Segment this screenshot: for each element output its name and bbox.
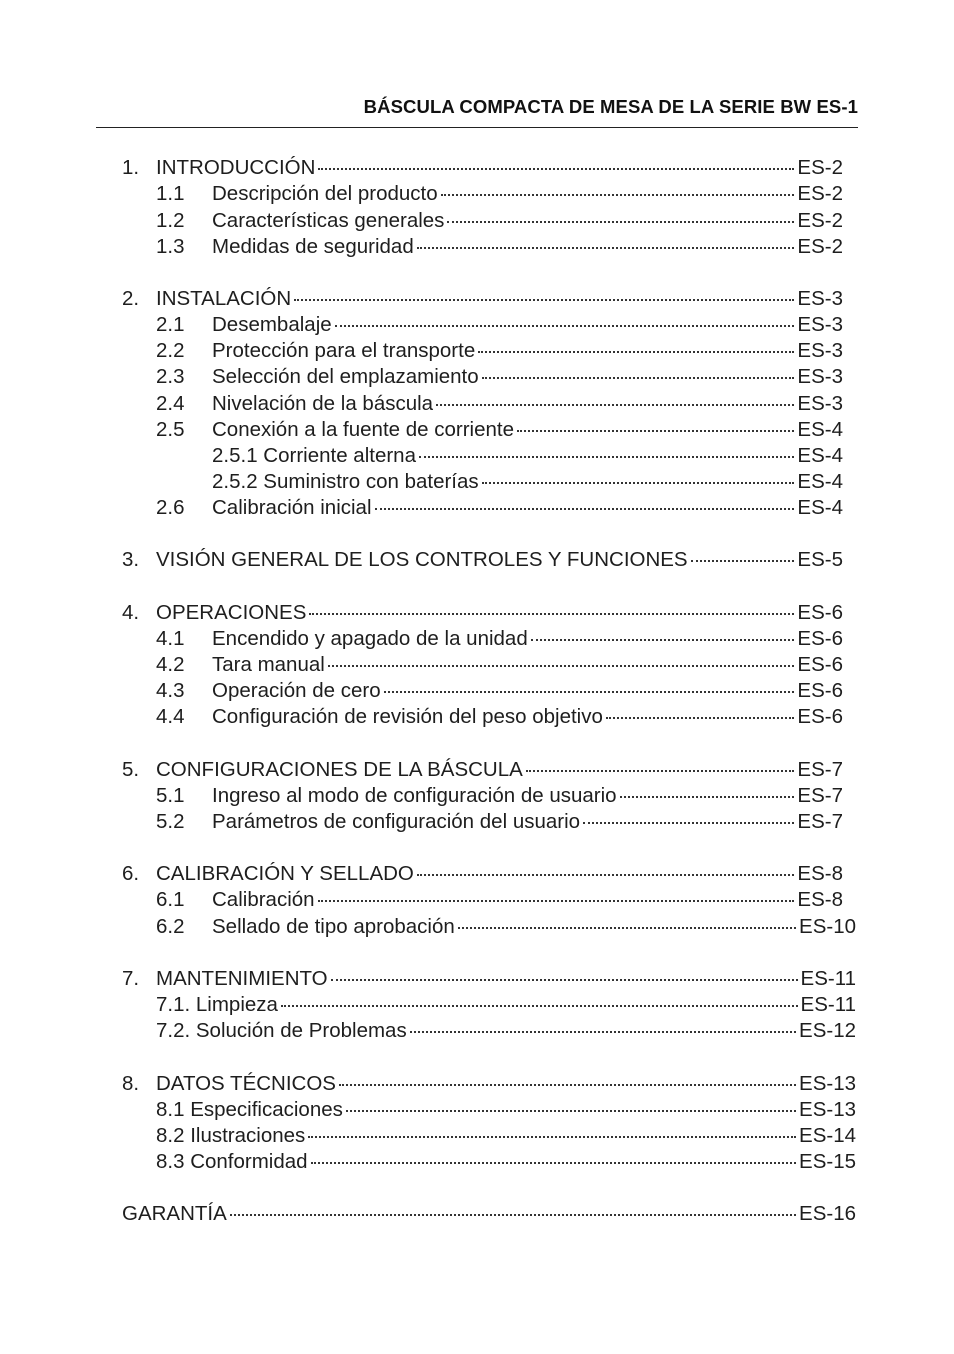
toc-entry-label: Nivelación de la báscula xyxy=(212,392,434,415)
toc-entry-page: ES-4 xyxy=(797,470,843,493)
toc-entry xyxy=(156,181,843,207)
toc-entry-page: ES-6 xyxy=(797,653,843,676)
toc-entry-label: Protección para el transporte xyxy=(212,339,476,362)
dot-leader xyxy=(230,1212,796,1216)
toc-entry-label: Medidas de seguridad xyxy=(212,235,414,258)
toc-entry-label: Calibración inicial xyxy=(212,496,372,519)
toc-entry xyxy=(156,208,843,234)
toc-entry-number: 7. xyxy=(122,967,140,990)
dot-leader xyxy=(583,820,794,824)
dot-leader xyxy=(417,872,795,876)
toc-entry-number: 4.4 xyxy=(156,705,185,728)
toc-entry-page: ES-13 xyxy=(799,1098,856,1121)
toc-entry-page: ES-14 xyxy=(799,1124,856,1147)
toc-entry xyxy=(156,1018,856,1044)
toc-entry-label: 2.5.2 Suministro con baterías xyxy=(212,470,479,493)
toc-entry-page: ES-5 xyxy=(797,548,843,571)
toc-entry-label: Operación de cero xyxy=(212,679,381,702)
toc-entry-label: Calibración xyxy=(212,888,315,911)
toc-entry-number: 2.3 xyxy=(156,365,185,388)
toc-entry xyxy=(156,1097,856,1123)
toc-entry-number: 1.1 xyxy=(156,182,185,205)
dot-leader xyxy=(294,297,794,301)
dot-leader xyxy=(417,245,795,249)
toc-entry xyxy=(156,391,843,417)
toc-entry-label: CONFIGURACIONES DE LA BÁSCULA xyxy=(156,758,523,781)
toc-entry xyxy=(156,626,843,652)
toc-entry-number: 2.6 xyxy=(156,496,185,519)
dot-leader xyxy=(526,768,795,772)
toc-entry-number: 2. xyxy=(122,287,140,310)
dot-leader xyxy=(281,1003,798,1007)
toc-entry-page: ES-7 xyxy=(797,810,843,833)
toc-entry xyxy=(122,286,843,312)
dot-leader xyxy=(318,898,795,902)
toc-entry-number: 4.2 xyxy=(156,653,185,676)
toc-entry xyxy=(122,1201,856,1227)
toc-entry-page: ES-6 xyxy=(797,679,843,702)
toc-entry-page: ES-4 xyxy=(797,496,843,519)
toc-entry xyxy=(156,338,843,364)
toc-entry xyxy=(156,652,843,678)
toc-entry xyxy=(156,495,843,521)
toc-entry-label: Desembalaje xyxy=(212,313,332,336)
toc-entry-page: ES-3 xyxy=(797,313,843,336)
toc-entry xyxy=(212,443,843,469)
toc-entry-page: ES-8 xyxy=(797,862,843,885)
toc-entry-page: ES-6 xyxy=(797,627,843,650)
toc-entry-page: ES-16 xyxy=(799,1202,856,1225)
toc-entry-number: 6.1 xyxy=(156,888,185,911)
toc-entry-number: 5. xyxy=(122,758,140,781)
dot-leader xyxy=(447,219,794,223)
toc-entry-page: ES-6 xyxy=(797,601,843,624)
toc-entry xyxy=(122,1071,856,1097)
toc-entry-label: GARANTÍA xyxy=(122,1202,227,1225)
toc-entry xyxy=(156,809,843,835)
toc-entry xyxy=(122,861,843,887)
toc-entry-label: VISIÓN GENERAL DE LOS CONTROLES Y FUNCIONES xyxy=(156,548,688,571)
toc-entry xyxy=(156,914,856,940)
dot-leader xyxy=(410,1029,796,1033)
dot-leader xyxy=(335,323,795,327)
toc-entry xyxy=(156,1149,856,1175)
dot-leader xyxy=(620,794,795,798)
document-header-title: BÁSCULA COMPACTA DE MESA DE LA SERIE BW ES-1 xyxy=(363,96,858,117)
dot-leader xyxy=(308,1134,796,1138)
toc-entry-label: 7.1. Limpieza xyxy=(156,993,278,1016)
toc-entry xyxy=(122,155,843,181)
toc-entry xyxy=(156,783,843,809)
toc-entry-label: DATOS TÉCNICOS xyxy=(156,1072,336,1095)
toc-entry-page: ES-4 xyxy=(797,444,843,467)
toc-entry-label: Conexión a la fuente de corriente xyxy=(212,418,515,441)
dot-leader xyxy=(339,1082,796,1086)
toc-entry-page: ES-2 xyxy=(797,156,843,179)
toc-entry-label: 2.5.1 Corriente alterna xyxy=(212,444,416,467)
dot-leader xyxy=(691,558,795,562)
toc-entry-number: 6.2 xyxy=(156,915,185,938)
toc-entry-number: 2.2 xyxy=(156,339,185,362)
toc-entry-number: 5.1 xyxy=(156,784,185,807)
toc-entry-number: 8. xyxy=(122,1072,140,1095)
dot-leader xyxy=(458,925,796,929)
toc-entry-number: 3. xyxy=(122,548,140,571)
toc-entry-label: CALIBRACIÓN Y SELLADO xyxy=(156,862,414,885)
toc-entry-label: Selección del emplazamiento xyxy=(212,365,479,388)
toc-entry-number: 1. xyxy=(122,156,140,179)
toc-entry-label: Descripción del producto xyxy=(212,182,438,205)
dot-leader xyxy=(375,506,795,510)
toc-entry-page: ES-8 xyxy=(797,888,843,911)
toc-entry-label: Parámetros de configuración del usuario xyxy=(212,810,581,833)
dot-leader xyxy=(478,349,794,353)
toc-entry-number: 4. xyxy=(122,601,140,624)
dot-leader xyxy=(318,166,794,170)
dot-leader xyxy=(606,715,795,719)
toc-entry-number: 1.2 xyxy=(156,209,185,232)
dot-leader xyxy=(384,689,795,693)
toc-entry-page: ES-4 xyxy=(797,418,843,441)
toc-entry-page: ES-3 xyxy=(797,287,843,310)
toc-entry-number: 2.1 xyxy=(156,313,185,336)
toc-entry-label: INSTALACIÓN xyxy=(156,287,292,310)
toc-entry xyxy=(212,469,843,495)
toc-entry xyxy=(122,547,843,573)
toc-entry-page: ES-13 xyxy=(799,1072,856,1095)
toc-entry-page: ES-6 xyxy=(797,705,843,728)
toc-entry-label: 8.3 Conformidad xyxy=(156,1150,308,1173)
toc-entry-page: ES-15 xyxy=(799,1150,856,1173)
toc-entry-label: 7.2. Solución de Problemas xyxy=(156,1019,407,1042)
toc-entry-page: ES-10 xyxy=(799,915,856,938)
toc-entry-page: ES-7 xyxy=(797,758,843,781)
toc-entry-label: 8.2 Ilustraciones xyxy=(156,1124,306,1147)
dot-leader xyxy=(328,663,795,667)
toc-entry-page: ES-12 xyxy=(799,1019,856,1042)
dot-leader xyxy=(482,375,795,379)
toc-entry-label: Ingreso al modo de configuración de usuario xyxy=(212,784,617,807)
dot-leader xyxy=(436,402,794,406)
toc-entry xyxy=(156,992,856,1018)
toc-entry xyxy=(122,966,856,992)
toc-entry-number: 2.5 xyxy=(156,418,185,441)
dot-leader xyxy=(311,1160,796,1164)
toc-entry-page: ES-3 xyxy=(797,365,843,388)
toc-entry-page: ES-11 xyxy=(800,967,856,990)
toc-entry-page: ES-2 xyxy=(797,209,843,232)
dot-leader xyxy=(346,1108,796,1112)
toc-entry-label: OPERACIONES xyxy=(156,601,307,624)
toc-entry xyxy=(156,417,843,443)
toc-entry xyxy=(156,704,843,730)
toc-entry xyxy=(156,1123,856,1149)
dot-leader xyxy=(441,192,795,196)
toc-entry-page: ES-3 xyxy=(797,339,843,362)
toc-entry-number: 2.4 xyxy=(156,392,185,415)
toc-entry-page: ES-2 xyxy=(797,235,843,258)
toc-entry xyxy=(156,312,843,338)
toc-entry-label: Encendido y apagado de la unidad xyxy=(212,627,528,650)
toc-entry xyxy=(156,678,843,704)
toc-entry-number: 4.3 xyxy=(156,679,185,702)
toc-entry-label: Sellado de tipo aprobación xyxy=(212,915,455,938)
dot-leader xyxy=(482,480,795,484)
toc-entry-page: ES-2 xyxy=(797,182,843,205)
toc-entry xyxy=(122,757,843,783)
toc-entry-number: 4.1 xyxy=(156,627,185,650)
toc-entry-number: 6. xyxy=(122,862,140,885)
toc-entry xyxy=(122,600,843,626)
toc-entry xyxy=(156,364,843,390)
toc-entry-label: MANTENIMIENTO xyxy=(156,967,328,990)
toc-entry xyxy=(156,234,843,260)
toc-entry-label: Configuración de revisión del peso objetivo xyxy=(212,705,603,728)
dot-leader xyxy=(309,611,794,615)
toc-entry-label: 8.1 Especificaciones xyxy=(156,1098,343,1121)
toc-entry-label: Características generales xyxy=(212,209,445,232)
toc-entry-label: Tara manual xyxy=(212,653,325,676)
dot-leader xyxy=(531,637,795,641)
toc-entry-number: 5.2 xyxy=(156,810,185,833)
dot-leader xyxy=(517,428,794,432)
toc-entry xyxy=(156,887,843,913)
dot-leader xyxy=(419,454,794,458)
toc-entry-number: 1.3 xyxy=(156,235,185,258)
toc-entry-label: INTRODUCCIÓN xyxy=(156,156,316,179)
toc-entry-page: ES-11 xyxy=(800,993,856,1016)
toc-entry-page: ES-3 xyxy=(797,392,843,415)
dot-leader xyxy=(331,977,798,981)
toc-entry-page: ES-7 xyxy=(797,784,843,807)
